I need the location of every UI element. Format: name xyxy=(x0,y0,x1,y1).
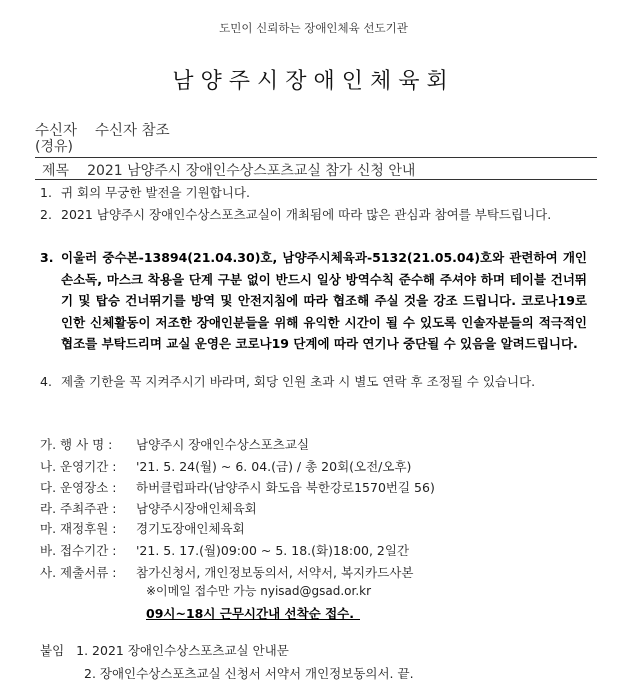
recipient-value: 수신자 참조 xyxy=(95,123,170,139)
attachment-item: 1. 2021 장애인수상스포츠교실 안내문 xyxy=(76,643,289,658)
subject-line xyxy=(42,160,415,180)
detail-key: 나. 운영기간 : xyxy=(40,459,117,474)
detail-key: 라. 주최주관 : xyxy=(40,501,117,516)
attachment-line-1 xyxy=(40,641,289,659)
attachment-line-2: 2. 장애인수상스포츠교실 신청서 서약서 개인정보동의서. 끝. xyxy=(84,666,414,681)
motto-text: 도민이 신뢰하는 장애인체육 선도기관 xyxy=(219,21,408,35)
detail-row xyxy=(40,499,257,517)
org-title: 남양주시장애인체육회 xyxy=(172,69,455,94)
detail-row xyxy=(40,563,413,581)
email-note: ※이메일 접수만 가능 nyisad@gsad.or.kr xyxy=(146,584,372,598)
body-item-4 xyxy=(40,371,587,393)
detail-key: 사. 제출서류 : xyxy=(40,565,117,580)
detail-value: 남양주시장애인체육회 xyxy=(136,501,257,516)
via-label: (경유) xyxy=(35,139,73,155)
detail-value: 남양주시 장애인수상스포츠교실 xyxy=(136,437,310,452)
item-number: 3. xyxy=(40,250,54,265)
item-number: 1. xyxy=(40,185,52,200)
detail-key: 바. 접수기간 : xyxy=(40,543,117,558)
attachment-label: 붙임 xyxy=(40,643,65,658)
subject-text: 2021 남양주시 장애인수상스포츠교실 참가 신청 안내 xyxy=(87,163,416,179)
detail-value: 경기도장애인체육회 xyxy=(136,521,245,536)
detail-key: 다. 운영장소 : xyxy=(40,480,117,495)
detail-row xyxy=(40,519,245,537)
detail-row xyxy=(40,541,409,559)
item-text: 제출 기한을 꼭 지켜주시기 바라며, 회당 인원 초과 시 별도 연락 후 조정될 수 있습니다. xyxy=(61,374,536,389)
subject-label: 제목 xyxy=(42,163,70,179)
body-item-2 xyxy=(40,204,587,226)
detail-value: 참가신청서, 개인정보동의서, 서약서, 복지카드사본 xyxy=(136,565,414,580)
detail-value: 하버클럽파라(남양주시 화도읍 북한강로1570번길 56) xyxy=(136,480,435,495)
divider-top xyxy=(35,157,597,158)
item-text: 귀 회의 무궁한 발전을 기원합니다. xyxy=(61,185,250,200)
detail-row xyxy=(40,478,435,496)
detail-key: 가. 행 사 명 : xyxy=(40,437,113,452)
detail-row xyxy=(40,457,411,475)
item-number: 2. xyxy=(40,207,52,222)
divider-subject xyxy=(35,179,597,180)
detail-key: 마. 재정후원 : xyxy=(40,521,117,536)
item-text: 2021 남양주시 장애인수상스포츠교실이 개최됨에 따라 많은 관심과 참여를 부탁드립니다. xyxy=(61,207,552,222)
time-notice: 09시~18시 근무시간내 선착순 접수. xyxy=(146,606,354,621)
item-number: 4. xyxy=(40,374,52,389)
body-item-1 xyxy=(40,182,587,204)
body-item-3 xyxy=(40,247,587,355)
detail-row xyxy=(40,435,309,453)
item-text: 이울러 중수본-13894(21.04.30)호, 남양주시체육과-5132(21.05.04)호와 관련하여 개인 손소독, 마스크 착용을 단계 구분 없이 반드시 일상 방역수칙 준수해 주셔야 하며 테이블 건너뛰기 및 탑승 건너뛰기를 방역 및 안전지침에 따라 협조해 주실 것을 강조 드립니다. 코로나19로 인한 신체활동이 저조한 장애인분들을 위해 유익한 시간이 될 수 있도록 인솔자분들의 적극적인 협조를 부탁드리며 교실 운영은 코로나19 단계에 따라 연기나 중단될 수 있음을 알려드립니다. xyxy=(61,250,587,351)
recipient-label: 수신자 xyxy=(35,123,78,139)
detail-value: '21. 5. 17.(월)09:00 ~ 5. 18.(화)18:00, 2일간 xyxy=(136,543,410,558)
detail-value: '21. 5. 24(월) ~ 6. 04.(금) / 총 20회(오전/오후) xyxy=(136,459,412,474)
time-notice-underline xyxy=(146,619,360,620)
